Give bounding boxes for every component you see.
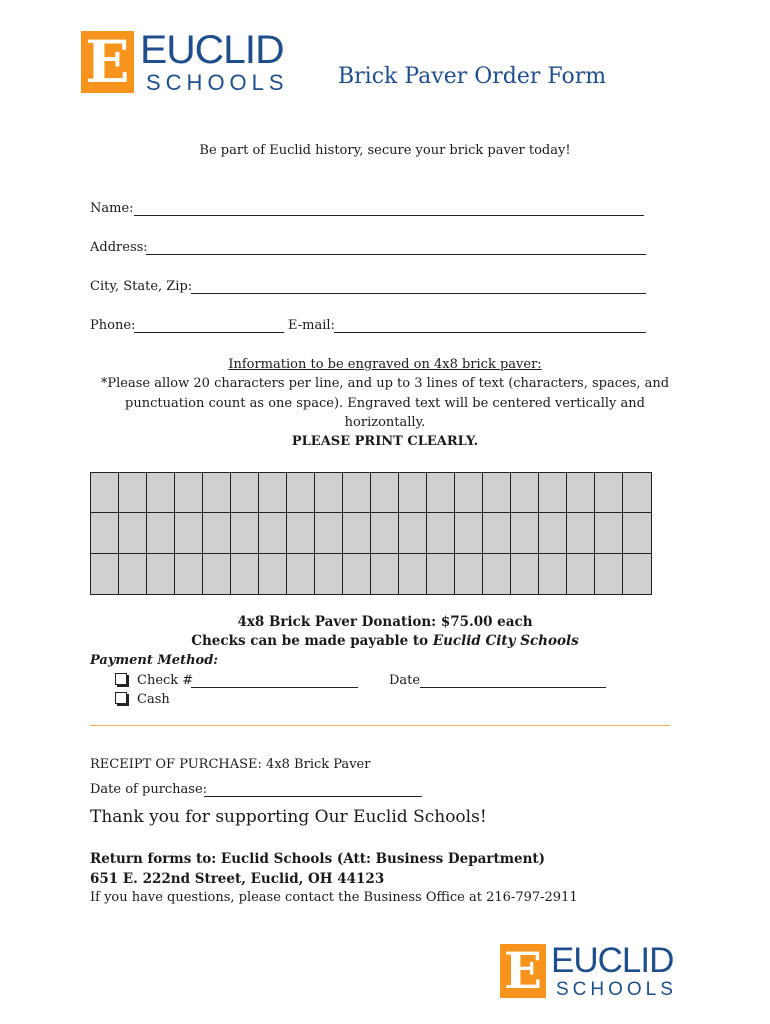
check-option[interactable] bbox=[115, 672, 193, 690]
engraving-cell[interactable] bbox=[231, 473, 259, 513]
engraving-cell[interactable] bbox=[343, 513, 371, 553]
form-title: Brick Paver Order Form bbox=[338, 64, 607, 89]
engraving-cell[interactable] bbox=[259, 473, 287, 513]
cash-checkbox[interactable] bbox=[115, 692, 127, 704]
engraving-grid bbox=[90, 472, 652, 595]
engraving-cell[interactable] bbox=[203, 473, 231, 513]
date-label: Date bbox=[389, 673, 421, 688]
date-of-purchase-label: Date of purchase: bbox=[90, 782, 208, 797]
engraving-instructions-2: punctuation count as one space). Engraved text will be centered vertically and bbox=[125, 396, 645, 411]
engraving-cell[interactable] bbox=[623, 513, 651, 553]
engraving-cell[interactable] bbox=[511, 473, 539, 513]
engraving-cell[interactable] bbox=[287, 554, 315, 594]
city-state-zip-field[interactable] bbox=[191, 279, 646, 294]
engraving-heading: Information to be engraved on 4x8 brick paver: bbox=[228, 357, 542, 372]
city-state-zip-label: City, State, Zip: bbox=[90, 279, 193, 294]
phone-field[interactable] bbox=[134, 318, 284, 333]
engraving-instructions-1: *Please allow 20 characters per line, and up to 3 lines of text (characters, spaces, and bbox=[100, 376, 670, 391]
engraving-cell[interactable] bbox=[595, 513, 623, 553]
logo-euclid-word: EUCLID bbox=[140, 28, 284, 72]
engraving-cell[interactable] bbox=[259, 554, 287, 594]
engraving-cell[interactable] bbox=[315, 473, 343, 513]
engraving-cell[interactable] bbox=[595, 554, 623, 594]
receipt-title: RECEIPT OF PURCHASE: 4x8 Brick Paver bbox=[90, 757, 371, 772]
engraving-cell[interactable] bbox=[147, 554, 175, 594]
engraving-cell[interactable] bbox=[343, 554, 371, 594]
logo-e-block: E bbox=[81, 31, 134, 93]
engraving-cell[interactable] bbox=[455, 473, 483, 513]
engraving-cell[interactable] bbox=[315, 513, 343, 553]
payable-to: Euclid City Schools bbox=[432, 633, 579, 649]
name-field[interactable] bbox=[134, 201, 644, 216]
engraving-cell[interactable] bbox=[91, 473, 119, 513]
donation-price: 4x8 Brick Paver Donation: $75.00 each bbox=[237, 614, 533, 630]
engraving-cell[interactable] bbox=[511, 554, 539, 594]
engraving-cell[interactable] bbox=[399, 473, 427, 513]
engraving-cell[interactable] bbox=[175, 473, 203, 513]
date-field[interactable] bbox=[420, 673, 606, 688]
engraving-cell[interactable] bbox=[483, 554, 511, 594]
address-field[interactable] bbox=[146, 240, 646, 255]
engraving-cell[interactable] bbox=[483, 513, 511, 553]
engraving-cell[interactable] bbox=[91, 554, 119, 594]
check-checkbox[interactable] bbox=[115, 673, 127, 685]
engraving-cell[interactable] bbox=[567, 473, 595, 513]
address-label: Address: bbox=[90, 240, 148, 255]
engraving-cell[interactable] bbox=[175, 554, 203, 594]
engraving-cell[interactable] bbox=[119, 473, 147, 513]
engraving-cell[interactable] bbox=[147, 473, 175, 513]
engraving-cell[interactable] bbox=[371, 473, 399, 513]
engraving-cell[interactable] bbox=[371, 554, 399, 594]
engraving-cell[interactable] bbox=[539, 554, 567, 594]
engraving-cell[interactable] bbox=[231, 513, 259, 553]
engraving-cell[interactable] bbox=[203, 513, 231, 553]
engraving-cell[interactable] bbox=[399, 554, 427, 594]
name-label: Name: bbox=[90, 201, 134, 216]
engraving-cell[interactable] bbox=[119, 513, 147, 553]
return-address-line2: 651 E. 222nd Street, Euclid, OH 44123 bbox=[90, 871, 385, 887]
tagline: Be part of Euclid history, secure your brick paver today! bbox=[199, 143, 571, 158]
check-label: Check # bbox=[137, 673, 194, 688]
engraving-cell[interactable] bbox=[539, 513, 567, 553]
engraving-cell[interactable] bbox=[231, 554, 259, 594]
check-number-field[interactable] bbox=[191, 673, 358, 688]
engraving-cell[interactable] bbox=[399, 513, 427, 553]
engraving-cell[interactable] bbox=[539, 473, 567, 513]
engraving-cell[interactable] bbox=[427, 554, 455, 594]
print-clearly-notice: PLEASE PRINT CLEARLY. bbox=[291, 434, 479, 449]
engraving-cell[interactable] bbox=[287, 473, 315, 513]
footer-logo-schools-word: SCHOOLS bbox=[556, 979, 677, 1000]
contact-line: If you have questions, please contact the Business Office at 216-797-2911 bbox=[90, 890, 578, 905]
engraving-cell[interactable] bbox=[175, 513, 203, 553]
payable-prefix: Checks can be made payable to bbox=[191, 633, 433, 649]
return-address-line1: Return forms to: Euclid Schools (Att: Business Department) bbox=[90, 851, 546, 867]
engraving-cell[interactable] bbox=[455, 513, 483, 553]
engraving-cell[interactable] bbox=[595, 473, 623, 513]
engraving-cell[interactable] bbox=[343, 473, 371, 513]
payment-method-label: Payment Method: bbox=[90, 653, 219, 668]
engraving-cell[interactable] bbox=[147, 513, 175, 553]
engraving-cell[interactable] bbox=[119, 554, 147, 594]
payable-line bbox=[90, 632, 680, 652]
engraving-cell[interactable] bbox=[259, 513, 287, 553]
phone-label: Phone: bbox=[90, 318, 136, 333]
engraving-cell[interactable] bbox=[567, 513, 595, 553]
engraving-cell[interactable] bbox=[567, 554, 595, 594]
cash-label: Cash bbox=[137, 692, 170, 707]
engraving-cell[interactable] bbox=[287, 513, 315, 553]
engraving-cell[interactable] bbox=[427, 473, 455, 513]
thanks-message: Thank you for supporting Our Euclid Schools! bbox=[90, 807, 487, 827]
engraving-cell[interactable] bbox=[623, 554, 651, 594]
cash-option[interactable] bbox=[115, 691, 170, 709]
engraving-cell[interactable] bbox=[623, 473, 651, 513]
engraving-cell[interactable] bbox=[315, 554, 343, 594]
engraving-instructions-3: horizontally. bbox=[344, 415, 426, 430]
engraving-cell[interactable] bbox=[371, 513, 399, 553]
logo-schools-word: SCHOOLS bbox=[146, 70, 289, 95]
engraving-cell[interactable] bbox=[91, 513, 119, 553]
engraving-cell[interactable] bbox=[483, 473, 511, 513]
engraving-cell[interactable] bbox=[455, 554, 483, 594]
footer-logo-euclid-word: EUCLID bbox=[551, 941, 674, 980]
engraving-cell[interactable] bbox=[203, 554, 231, 594]
engraving-cell[interactable] bbox=[511, 513, 539, 553]
email-field[interactable] bbox=[334, 318, 646, 333]
date-of-purchase-field[interactable] bbox=[204, 782, 422, 797]
engraving-cell[interactable] bbox=[427, 513, 455, 553]
footer-logo-e-block: E bbox=[500, 944, 546, 998]
email-label: E-mail: bbox=[288, 318, 335, 333]
section-divider bbox=[90, 725, 670, 726]
